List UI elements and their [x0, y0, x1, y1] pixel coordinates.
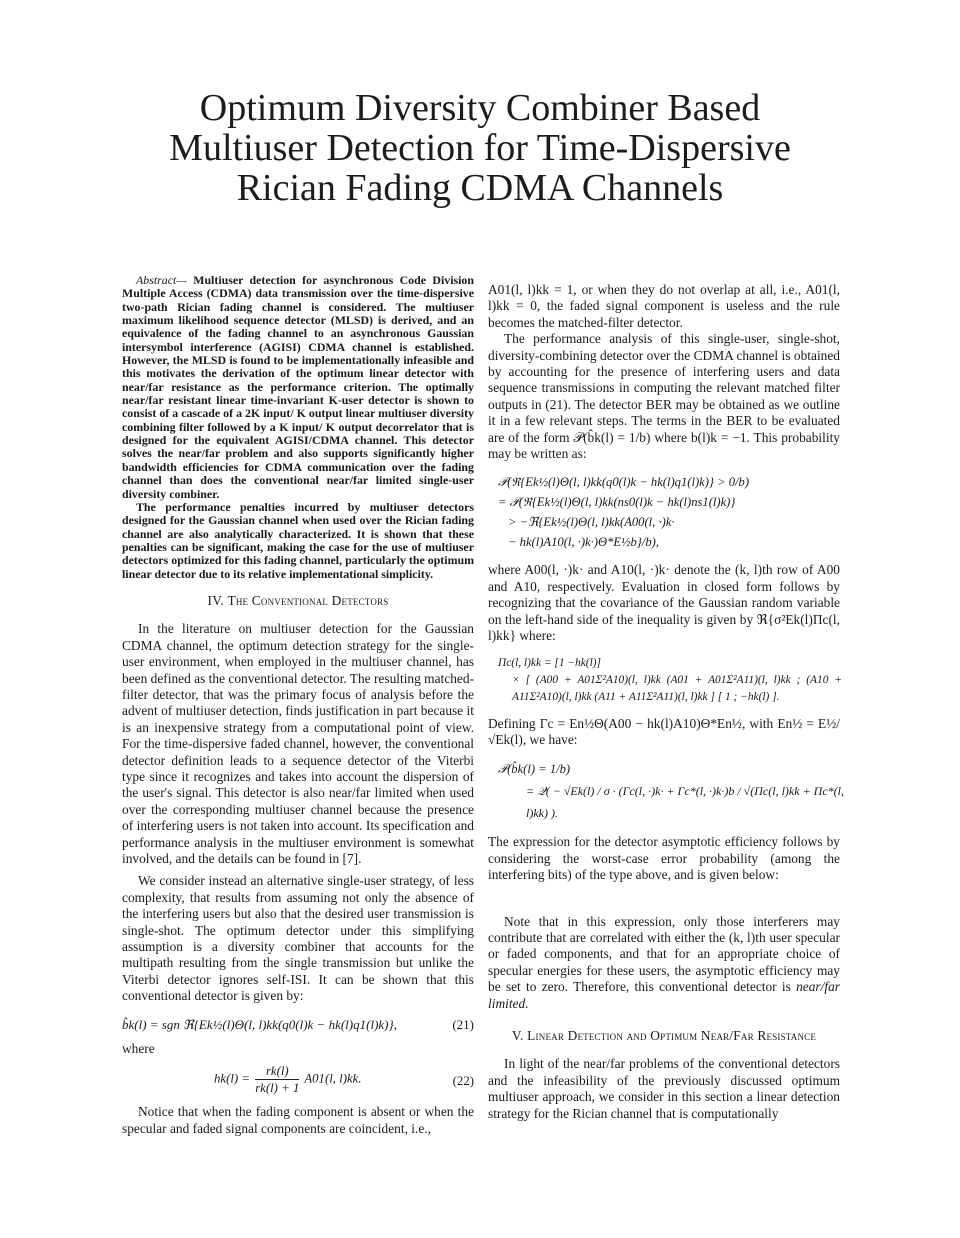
equation-line: × [ (A00 + A01Σ²A10)(l, l)kk (A01 + A01Σ²A11)(l, l)kk ; (A10 + A11Σ²A10)(l, l)kk (A11 + A11Σ²A11)(l, l)kk ] [ 1 ; −hk(l) ]. — [512, 673, 842, 703]
emphasis-text: near/far limited. — [488, 979, 840, 1011]
abstract-paragraph — [122, 274, 474, 501]
equation-number: (22) — [452, 1074, 474, 1089]
equation-line: Πc(l, l)kk = [1 −hk(l)] — [498, 656, 601, 669]
equation-lhs: hk(l) = — [214, 1071, 250, 1086]
left-column — [122, 274, 474, 1137]
body-paragraph: A01(l, l)kk = 1, or when they do not overlap at all, i.e., A01(l, l)kk = 0, the faded signal component is useless and the rule becomes the matched-filter detector. — [488, 282, 840, 330]
paper-title — [120, 88, 840, 208]
body-paragraph: In light of the near/far problems of the conventional detectors and the infeasibility of the previously discussed optimum multiuser approach, we consider in this section a linear detection strategy for the Rician channel that is computationally — [488, 1056, 840, 1121]
equation-22 — [122, 1063, 474, 1096]
equation-line: = 𝒬( − √Ek(l) / σ · (Γc(l, ·)k· + Γc*(l, ·)k·)b / √(Πc(l, l)kk + Πc*(l, l)kk) ). — [526, 784, 844, 821]
probability-equation — [498, 472, 840, 552]
equation-line: > −ℜ{Ek½(l)Θ(l, l)kk(A00(l, ·)k· — [508, 515, 675, 530]
body-paragraph: where A00(l, ·)k· and A10(l, ·)k· denote the (k, l)th row of A00 and A10, respectively. Evaluation in closed form follows by recognizing that the covariance of the Gaussian random variable on the left-hand side of the inequality is given by ℜ{σ²Ek(l)Πc(l, l)kk} where: — [488, 562, 840, 644]
equation-rhs: A01(l, l)kk. — [304, 1071, 362, 1086]
body-paragraph — [488, 914, 840, 1012]
where-label: where — [122, 1041, 155, 1057]
title-line: Optimum Diversity Combiner Based — [199, 87, 761, 129]
equation-line: = 𝒫(ℜ{Ek½(l)Θ(l, l)kk(ns0(l)k − hk(l)ns1(l)k)} — [498, 495, 736, 510]
body-paragraph: We consider instead an alternative single-user strategy, of less complexity, that results from assuming not only the absence of the interfering users but also that the desired user transmission is single-shot. The optimum detector under this simplifying assumption is a diversity combiner that accounts for the multipath resulting from the single transmission but unlike the Viterbi detector ignores self-ISI. It can be shown that this conventional detector is given by: — [122, 873, 474, 1004]
section-heading-5 — [488, 1028, 840, 1044]
abstract-paragraph-2: The performance penalties incurred by multiuser detectors designed for the Gaussian channel when used over the Rician fading channel are also analytically characterized. It is shown that these penalties can be significant, making the case for the use of multiuser detectors optimized for this fading channel, particularly the optimum linear detector due to its relative implementational simplicity. — [122, 499, 474, 581]
equation-21 — [122, 1017, 474, 1033]
body-paragraph: Notice that when the fading component is absent or when the specular and faded signal components are coincident, i.e., — [122, 1104, 474, 1136]
equation-number: (21) — [452, 1016, 474, 1032]
covariance-equation — [498, 655, 840, 706]
fraction — [255, 1063, 299, 1096]
section-number: IV. — [207, 592, 224, 608]
body-paragraph: The expression for the detector asymptotic efficiency follows by considering the worst-case error probability (among the interfering bits) of the type above, and is given below: — [488, 834, 840, 883]
fraction-denominator: rk(l) + 1 — [255, 1081, 300, 1096]
title-line: Multiuser Detection for Time-Dispersive — [169, 127, 791, 169]
body-paragraph: In the literature on multiuser detection for the Gaussian CDMA channel, the optimum detection strategy for the single-user environment, when employed in the multiuser channel, has been defined as the conventional detector. The resulting matched-filter detector, that was the primary focus of analysis before the advent of multiuser detection, finds justification in part because it is an inexpensive strategy from a computational point of view. For the time-dispersive faded channel, however, the conventional detector definition leads to a sequence detector of the Viterbi type since it recognizes and takes into account the dispersion of the user's signal. This detector is also near/far limited when used over the corresponding multiuser channel because the presence of interfering users is not taken into account. Its specification and performance analysis in the multiuser environment is somewhat involved, and the details can be found in [7]. — [122, 621, 474, 866]
equation-line: 𝒫(ℜ{Ek½(l)Θ(l, l)kk(q0(l)k − hk(l)q1(l)k)} > 0/b) — [498, 475, 750, 490]
section-title: The Conventional Detectors — [227, 592, 389, 608]
ber-equation — [498, 758, 844, 824]
equation-text: b̂k(l) = sgn ℜ{Ek½(l)Θ(l, l)kk(q0(l)k − hk(l)q1(l)k)}, — [122, 1016, 397, 1032]
paragraph-text: Note that in this expression, only those interferers may contribute that are correlated with either the (k, l)th user specular or faded components, and that for an appropriate choice of specular energies for these users, the asymptotic efficiency may be set to zero. Therefore, this conventional detector is — [488, 913, 840, 995]
body-paragraph: The performance analysis of this single-user, single-shot, diversity-combining detector over the CDMA channel is obtained by accounting for the presence of interfering users and data sequence transmissions in computing the relevant matched filter outputs in (21). The detector BER may be obtained as we outline it in a few relevant steps. The terms in the BER to be evaluated are of the form 𝒫(b̂k(l) = 1/b) where b(l)k = −1. This probability may be written as: — [488, 331, 840, 462]
abstract-label: Abstract— — [136, 273, 187, 287]
section-title: Linear Detection and Optimum Near/Far Resistance — [527, 1027, 817, 1043]
section-heading-4 — [122, 593, 474, 609]
abstract-text: Multiuser detection for asynchronous Code Division Multiple Access (CDMA) data transmission over the time-dispersive two-path Rician fading channel is considered. The multiuser maximum likelihood sequence detector (MLSD) is derived, and an equivalence of the fading channel to an asynchronous Gaussian intersymbol interference (AGISI) CDMA channel is established. However, the MLSD is found to be implementationally infeasible and this motivates the derivation of the optimum linear detector with near/far resistance as the performance criterion. The optimally near/far resistant linear time-invariant K-user detector is shown to consist of a cascade of a 2K input/ K output linear multiuser diversity combining filter followed by a K input/ K output decorrelator that is designed for the equivalent AGISI/CDMA channel. This detector solves the near/far problem and also supports significantly higher bandwidth efficiencies for CDMA communication over the fading channel than does the conventional near/far limited single-user diversity combiner. — [122, 273, 474, 501]
section-number: V. — [511, 1027, 524, 1043]
right-column — [488, 282, 844, 1122]
equation-line: − hk(l)A10(l, ·)k·)Θ*E½b}/b), — [508, 535, 659, 550]
abstract — [122, 274, 474, 581]
title-line: Rician Fading CDMA Channels — [236, 167, 724, 209]
body-paragraph: Defining Γc = En½Θ(A00 − hk(l)A10)Θ*En½, with En½ = E½/ √Ek(l), we have: — [488, 715, 840, 747]
equation-line: 𝒫(b̂k(l) = 1/b) — [498, 762, 571, 777]
fraction-numerator: rk(l) — [265, 1064, 289, 1079]
